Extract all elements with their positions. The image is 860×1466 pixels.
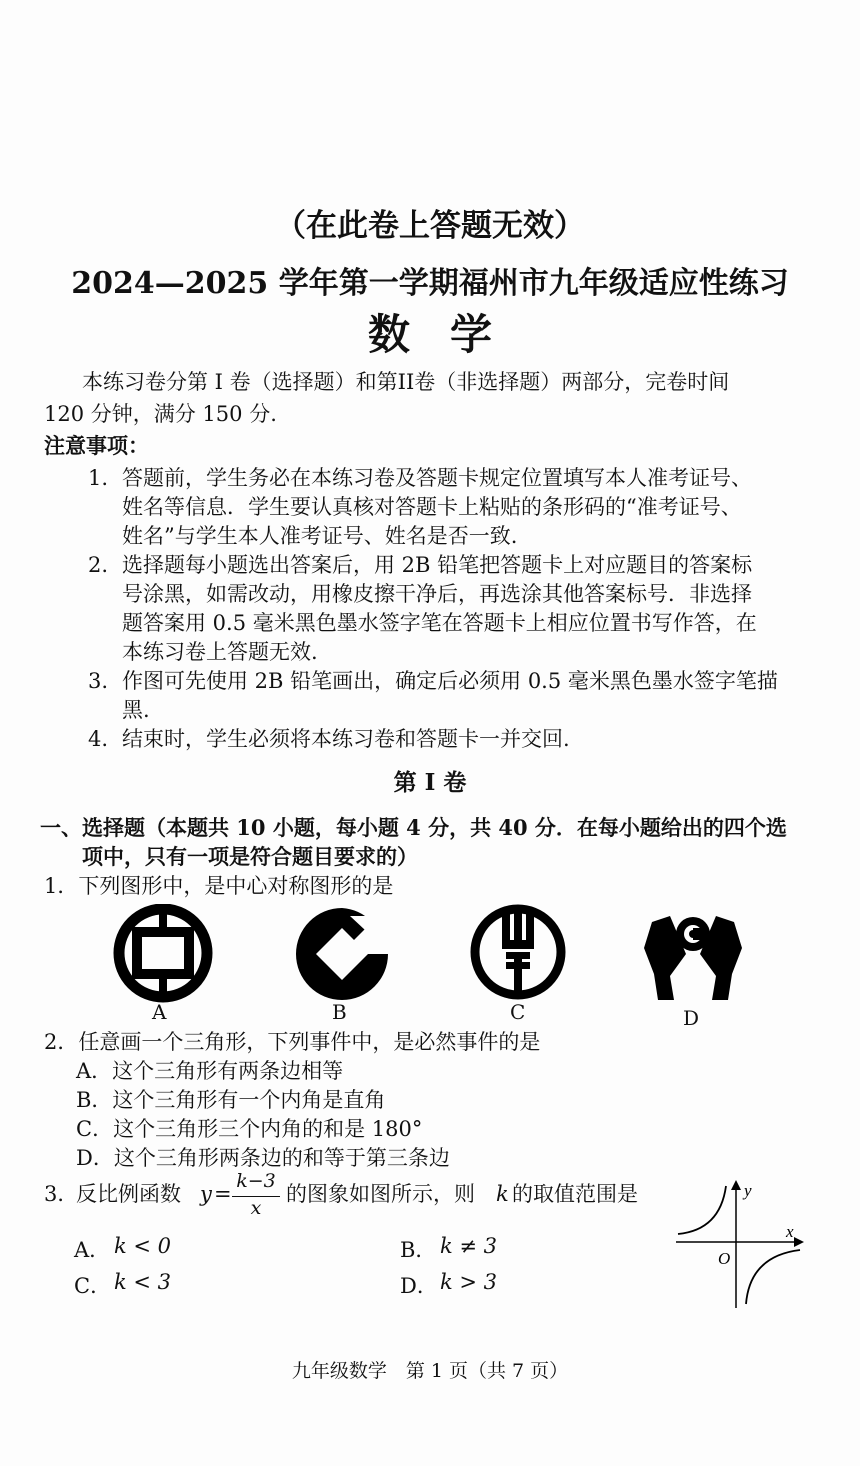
- note-1-line: 答题前，学生务必在本练习卷及答题卡规定位置填写本人准考证号、: [122, 466, 752, 490]
- invalid-note: （在此卷上答题无效）: [275, 208, 585, 244]
- note-3-num: 3.: [88, 669, 109, 693]
- q3-y-var: y: [200, 1182, 212, 1206]
- q2-option-c: C．这个三角形三个内角的和是 180°: [76, 1117, 423, 1141]
- q1-label-d: D: [683, 1006, 700, 1030]
- page-footer: 九年级数学 第 1 页（共 7 页）: [291, 1360, 569, 1382]
- note-1-num: 1.: [88, 466, 109, 490]
- hyperbola-branch-lower-right: [746, 1250, 800, 1304]
- q1-stem: 1．下列图形中，是中心对称图形的是: [44, 874, 394, 898]
- q3-stem-end: 的取值范围是: [512, 1182, 638, 1206]
- section-heading-line-2: 项中，只有一项是符合题目要求的）: [82, 844, 418, 869]
- q3-numerator: k−3: [236, 1170, 276, 1192]
- bank-logo-a-icon: [108, 904, 218, 1004]
- note-2-line: 题答案用 0.5 毫米黑色墨水签字笔在答题卡上相应位置书写作答，在: [122, 611, 757, 635]
- q3-option-c-text: k < 3: [114, 1270, 172, 1294]
- bank-logo-d-icon: [640, 904, 746, 1004]
- subject-title: 数学: [367, 310, 532, 359]
- q3-option-d-label: D．: [400, 1274, 438, 1298]
- q3-number: 3．: [44, 1182, 79, 1206]
- q1-label-c: C: [510, 1000, 526, 1024]
- hyperbola-branch-upper-left: [678, 1186, 726, 1234]
- note-3-line: 黑.: [122, 698, 150, 722]
- q2-option-a: A．这个三角形有两条边相等: [76, 1059, 344, 1083]
- notes-heading: 注意事项：: [44, 433, 149, 458]
- intro-line-2: 120 分钟，满分 150 分.: [44, 402, 277, 426]
- x-axis-arrow: [794, 1237, 804, 1247]
- graph-y-label: y: [744, 1181, 752, 1200]
- exam-title: 2024—2025 学年第一学期福州市九年级适应性练习: [71, 266, 789, 301]
- q3-option-a-label: A．: [74, 1238, 111, 1262]
- q1-label-b: B: [332, 1000, 347, 1024]
- q3-option-b-text: k ≠ 3: [440, 1234, 498, 1258]
- q3-option-d-text: k > 3: [440, 1270, 498, 1294]
- q3-option-b-label: B．: [400, 1238, 437, 1262]
- note-1-line: 姓名等信息．学生要认真核对答题卡上粘贴的条形码的“准考证号、: [122, 495, 742, 519]
- section-heading-line-1: 一、选择题（本题共 10 小题，每小题 4 分，共 40 分．在每小题给出的四个选: [40, 815, 787, 840]
- intro-line-1: 本练习卷分第 I 卷（选择题）和第II卷（非选择题）两部分，完卷时间: [82, 370, 730, 394]
- q2-stem: 2．任意画一个三角形，下列事件中，是必然事件的是: [44, 1030, 541, 1054]
- q3-option-c-label: C．: [74, 1274, 112, 1298]
- section-title: 第 I 卷: [393, 769, 467, 796]
- note-2-num: 2.: [88, 553, 109, 577]
- q1-label-a: A: [152, 1000, 167, 1024]
- q3-k-var: k: [496, 1182, 509, 1206]
- q3-equals: =: [214, 1182, 232, 1206]
- note-3-line: 作图可先使用 2B 铅笔画出，确定后必须用 0.5 毫米黑色墨水签字笔描: [122, 669, 778, 693]
- q2-option-d: D．这个三角形两条边的和等于第三条边: [76, 1146, 450, 1170]
- bank-logo-c-icon: [468, 900, 568, 1002]
- note-4-num: 4.: [88, 727, 109, 751]
- graph-x-label: x: [786, 1222, 794, 1241]
- note-2-line: 号涂黑，如需改动，用橡皮擦干净后，再选涂其他答案标号．非选择: [122, 582, 752, 606]
- q3-hyperbola-graph: [668, 1176, 808, 1312]
- bank-logo-b-icon: [292, 904, 392, 1004]
- graph-origin-label: O: [718, 1249, 731, 1268]
- note-2-line: 本练习卷上答题无效.: [122, 640, 318, 664]
- note-4-line: 结束时，学生必须将本练习卷和答题卡一并交回.: [122, 727, 570, 751]
- note-1-line: 姓名”与学生本人准考证号、姓名是否一致.: [122, 524, 518, 548]
- q3-option-a-text: k < 0: [114, 1234, 172, 1258]
- q2-option-b: B．这个三角形有一个内角是直角: [76, 1088, 386, 1112]
- q3-stem-post: 的图象如图所示，则: [286, 1182, 475, 1206]
- q3-stem-pre: 反比例函数: [76, 1182, 181, 1206]
- y-axis-arrow: [731, 1180, 741, 1190]
- q3-denominator: x: [250, 1197, 262, 1219]
- note-2-line: 选择题每小题选出答案后，用 2B 铅笔把答题卡上对应题目的答案标: [122, 553, 753, 577]
